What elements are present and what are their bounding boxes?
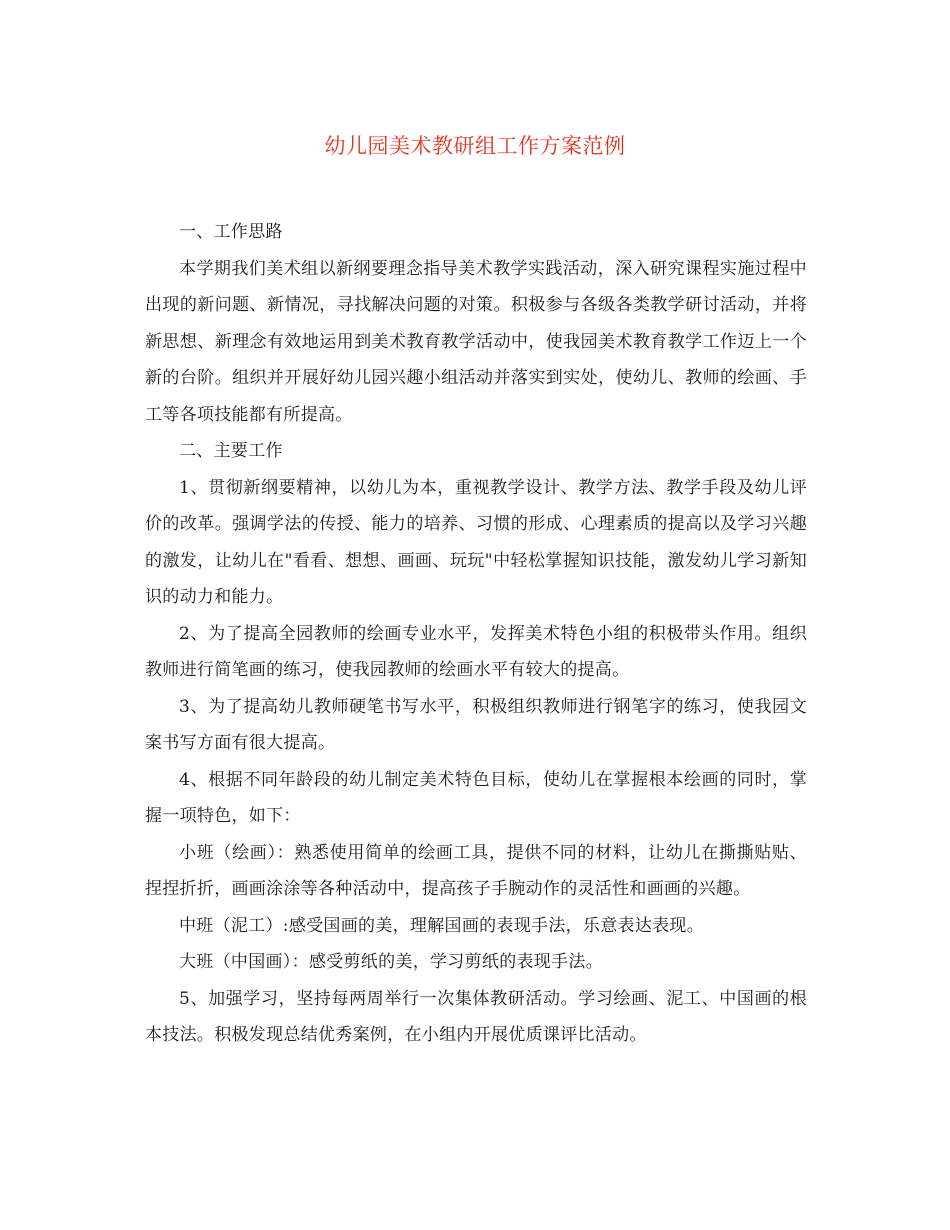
paragraph-item-2: 2、为了提高全园教师的绘画专业水平，发挥美术特色小组的积极带头作用。组织教师进行简笔画的练习，使我园教师的绘画水平有较大的提高。 [145,623,807,680]
paragraph-item-1: 1、贯彻新纲要精神，以幼儿为本，重视教学设计、教学方法、教学手段及幼儿评价的改革。强调学法的传授、能力的培养、习惯的形成、心理素质的提高以及学习兴趣的激发，让幼儿在"看看、想想、画画、玩玩"中轻松掌握知识技能，激发幼儿学习新知识的动力和能力。 [145,477,807,607]
section-heading-main-work: 二、主要工作 [179,441,283,461]
document-title: 幼儿园美术教研组工作方案范例 [324,134,626,158]
paragraph-item-5: 5、加强学习，坚持每两周举行一次集体教研活动。学习绘画、泥工、中国画的根本技法。积极发现总结优秀案例，在小组内开展优质课评比活动。 [145,988,807,1045]
document-body [145,214,807,1054]
paragraph-item-3: 3、为了提高幼儿教师硬笔书写水平，积极组织教师进行钢笔字的练习，使我园文案书写方面有很大提高。 [145,696,807,753]
paragraph-item-4: 4、根据不同年龄段的幼儿制定美术特色目标，使幼儿在掌握根本绘画的同时，掌握一项特色，如下： [145,769,807,826]
paragraph-large-class: 大班（中国画）：感受剪纸的美，学习剪纸的表现手法。 [179,952,603,972]
section-heading-work-ideas: 一、工作思路 [179,222,283,242]
paragraph-work-ideas: 本学期我们美术组以新纲要理念指导美术教学实践活动，深入研究课程实施过程中出现的新问题、新情况，寻找解决问题的对策。积极参与各级各类教学研讨活动，并将新思想、新理念有效地运用到美术教育教学活动中，使我园美术教育教学工作迈上一个新的台阶。组织并开展好幼儿园兴趣小组活动并落实到实处，使幼儿、教师的绘画、手工等各项技能都有所提高。 [145,258,807,425]
paragraph-small-class: 小班（绘画）：熟悉使用简单的绘画工具，提供不同的材料，让幼儿在撕撕贴贴、捏捏折折，画画涂涂等各种活动中，提高孩子手腕动作的灵活性和画画的兴趣。 [145,842,807,899]
paragraph-middle-class: 中班（泥工）:感受国画的美，理解国画的表现手法，乐意表达表现。 [179,915,705,936]
